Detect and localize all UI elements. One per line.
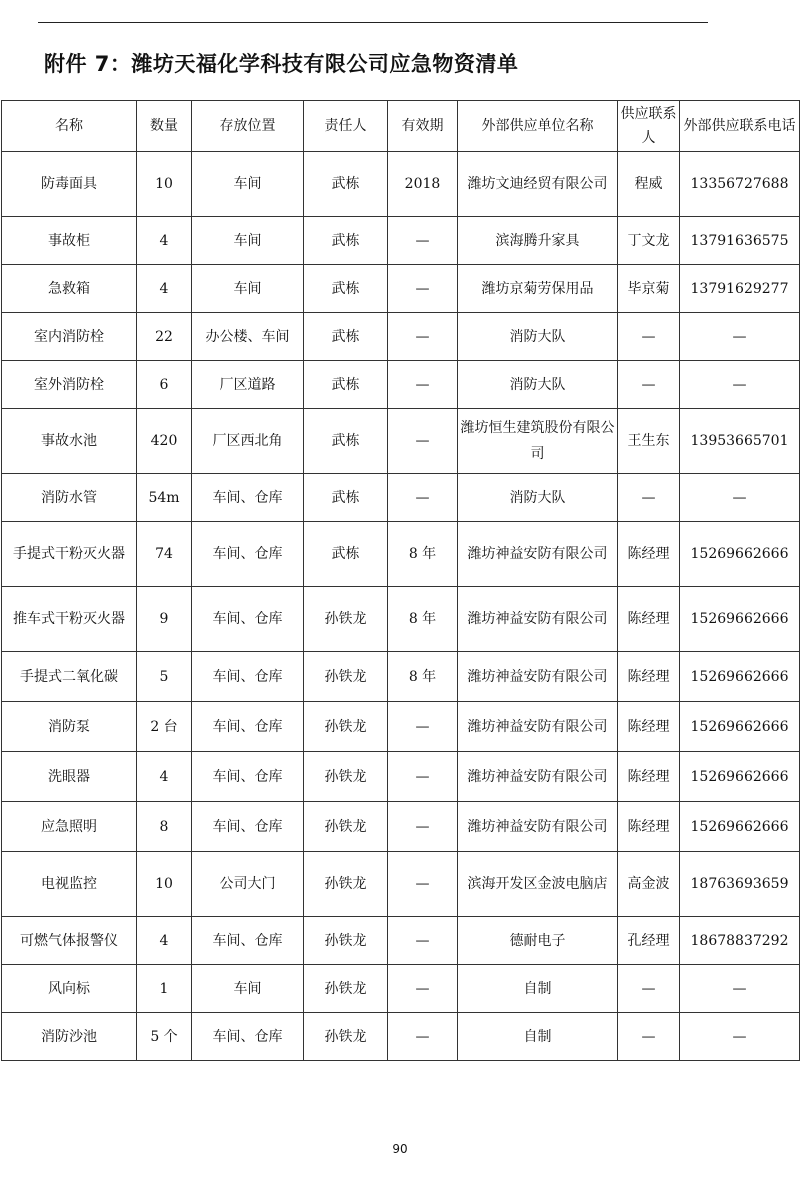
cell-location: 车间、仓库 [192,474,304,522]
cell-contact: 丁文龙 [618,217,680,265]
table-row [2,652,800,702]
cell-phone: 13356727688 [680,152,800,217]
cell-name: 风向标 [2,965,137,1013]
cell-name: 防毒面具 [2,152,137,217]
cell-contact: 王生东 [618,409,680,474]
cell-phone: 15269662666 [680,702,800,752]
cell-validity: — [388,802,458,852]
cell-location: 车间、仓库 [192,587,304,652]
cell-quantity: 4 [137,217,192,265]
cell-name: 电视监控 [2,852,137,917]
cell-location: 车间、仓库 [192,752,304,802]
table-row [2,313,800,361]
cell-supplier: 消防大队 [458,474,618,522]
cell-supplier: 消防大队 [458,361,618,409]
cell-location: 车间、仓库 [192,1013,304,1061]
cell-validity: 8 年 [388,587,458,652]
cell-phone: — [680,474,800,522]
cell-validity: — [388,702,458,752]
cell-phone: — [680,1013,800,1061]
cell-responsible: 武栋 [304,265,388,313]
cell-location: 厂区道路 [192,361,304,409]
cell-supplier: 滨海开发区金波电脑店 [458,852,618,917]
table-row [2,752,800,802]
table-row [2,917,800,965]
header-cell-supplier: 外部供应单位名称 [458,101,618,152]
cell-quantity: 420 [137,409,192,474]
cell-responsible: 武栋 [304,409,388,474]
cell-contact: 孔经理 [618,917,680,965]
cell-phone: 15269662666 [680,522,800,587]
table-row [2,852,800,917]
cell-phone: — [680,313,800,361]
cell-supplier: 德耐电子 [458,917,618,965]
cell-validity: — [388,1013,458,1061]
cell-location: 车间、仓库 [192,522,304,587]
cell-quantity: 6 [137,361,192,409]
cell-location: 车间 [192,265,304,313]
cell-supplier: 自制 [458,965,618,1013]
cell-contact: 陈经理 [618,702,680,752]
cell-contact: 高金波 [618,852,680,917]
cell-phone: 18678837292 [680,917,800,965]
cell-phone: 18763693659 [680,852,800,917]
cell-supplier: 潍坊神益安防有限公司 [458,802,618,852]
header-cell-responsible: 责任人 [304,101,388,152]
cell-responsible: 武栋 [304,474,388,522]
cell-name: 洗眼器 [2,752,137,802]
cell-supplier: 潍坊神益安防有限公司 [458,752,618,802]
table-row [2,522,800,587]
cell-name: 手提式二氧化碳 [2,652,137,702]
cell-quantity: 10 [137,152,192,217]
cell-phone: 15269662666 [680,652,800,702]
cell-responsible: 武栋 [304,313,388,361]
cell-name: 可燃气体报警仪 [2,917,137,965]
cell-quantity: 1 [137,965,192,1013]
table-row [2,702,800,752]
header-row [2,101,800,152]
cell-name: 消防水管 [2,474,137,522]
header-cell-name: 名称 [2,101,137,152]
table-row [2,587,800,652]
cell-phone: 13791629277 [680,265,800,313]
cell-validity: — [388,474,458,522]
cell-location: 车间、仓库 [192,702,304,752]
cell-name: 室内消防栓 [2,313,137,361]
cell-name: 室外消防栓 [2,361,137,409]
table-row [2,217,800,265]
cell-responsible: 孙铁龙 [304,1013,388,1061]
table-row [2,409,800,474]
cell-location: 车间 [192,152,304,217]
table-row [2,802,800,852]
cell-name: 消防泵 [2,702,137,752]
cell-contact: — [618,965,680,1013]
cell-responsible: 孙铁龙 [304,852,388,917]
supplies-table [1,100,800,1061]
cell-contact: 陈经理 [618,587,680,652]
cell-responsible: 孙铁龙 [304,802,388,852]
cell-quantity: 2 台 [137,702,192,752]
cell-supplier: 消防大队 [458,313,618,361]
cell-validity: 8 年 [388,652,458,702]
cell-location: 车间 [192,217,304,265]
table-row [2,361,800,409]
cell-responsible: 武栋 [304,522,388,587]
cell-contact: 陈经理 [618,802,680,852]
cell-responsible: 武栋 [304,152,388,217]
table-row [2,265,800,313]
table-row [2,1013,800,1061]
cell-phone: 15269662666 [680,587,800,652]
header-cell-validity: 有效期 [388,101,458,152]
cell-validity: — [388,409,458,474]
cell-phone: — [680,965,800,1013]
cell-location: 公司大门 [192,852,304,917]
cell-responsible: 孙铁龙 [304,587,388,652]
cell-quantity: 9 [137,587,192,652]
cell-name: 急救箱 [2,265,137,313]
cell-name: 推车式干粉灭火器 [2,587,137,652]
cell-supplier: 潍坊神益安防有限公司 [458,652,618,702]
cell-location: 车间 [192,965,304,1013]
cell-responsible: 孙铁龙 [304,752,388,802]
cell-contact: — [618,361,680,409]
cell-contact: — [618,474,680,522]
cell-phone: 13953665701 [680,409,800,474]
header-rule [38,22,708,23]
cell-supplier: 潍坊神益安防有限公司 [458,587,618,652]
table-row [2,965,800,1013]
cell-contact: 毕京菊 [618,265,680,313]
cell-responsible: 孙铁龙 [304,917,388,965]
cell-validity: 8 年 [388,522,458,587]
cell-quantity: 4 [137,265,192,313]
cell-validity: — [388,752,458,802]
cell-quantity: 5 个 [137,1013,192,1061]
cell-contact: 陈经理 [618,522,680,587]
cell-responsible: 武栋 [304,361,388,409]
cell-name: 消防沙池 [2,1013,137,1061]
cell-validity: — [388,917,458,965]
cell-location: 车间、仓库 [192,802,304,852]
table-row [2,152,800,217]
cell-responsible: 孙铁龙 [304,965,388,1013]
cell-validity: — [388,965,458,1013]
cell-responsible: 孙铁龙 [304,652,388,702]
cell-supplier: 潍坊京菊劳保用品 [458,265,618,313]
cell-location: 车间、仓库 [192,917,304,965]
cell-validity: — [388,852,458,917]
cell-location: 车间、仓库 [192,652,304,702]
cell-quantity: 22 [137,313,192,361]
cell-contact: 程威 [618,152,680,217]
cell-phone: 13791636575 [680,217,800,265]
cell-supplier: 潍坊文迪经贸有限公司 [458,152,618,217]
cell-quantity: 74 [137,522,192,587]
cell-responsible: 孙铁龙 [304,702,388,752]
cell-validity: — [388,313,458,361]
cell-quantity: 4 [137,752,192,802]
cell-name: 事故水池 [2,409,137,474]
cell-supplier: 潍坊神益安防有限公司 [458,522,618,587]
cell-quantity: 5 [137,652,192,702]
header-cell-quantity: 数量 [137,101,192,152]
page-number: 90 [392,1142,408,1156]
cell-name: 事故柜 [2,217,137,265]
cell-validity: 2018 [388,152,458,217]
cell-name: 手提式干粉灭火器 [2,522,137,587]
header-cell-location: 存放位置 [192,101,304,152]
cell-quantity: 10 [137,852,192,917]
cell-validity: — [388,265,458,313]
table-row [2,474,800,522]
cell-validity: — [388,217,458,265]
cell-quantity: 4 [137,917,192,965]
cell-supplier: 潍坊恒生建筑股份有限公司 [458,409,618,474]
cell-contact: 陈经理 [618,752,680,802]
cell-contact: — [618,1013,680,1061]
cell-responsible: 武栋 [304,217,388,265]
cell-validity: — [388,361,458,409]
cell-quantity: 54m [137,474,192,522]
cell-phone: 15269662666 [680,802,800,852]
cell-location: 厂区西北角 [192,409,304,474]
cell-quantity: 8 [137,802,192,852]
cell-phone: — [680,361,800,409]
cell-contact: 陈经理 [618,652,680,702]
cell-location: 办公楼、车间 [192,313,304,361]
document-title: 附件 7：潍坊天福化学科技有限公司应急物资清单 [44,52,519,76]
cell-supplier: 滨海腾升家具 [458,217,618,265]
cell-name: 应急照明 [2,802,137,852]
header-cell-contact: 供应联系人 [618,101,680,152]
cell-supplier: 潍坊神益安防有限公司 [458,702,618,752]
cell-supplier: 自制 [458,1013,618,1061]
cell-contact: — [618,313,680,361]
header-cell-phone: 外部供应联系电话 [680,101,800,152]
cell-phone: 15269662666 [680,752,800,802]
